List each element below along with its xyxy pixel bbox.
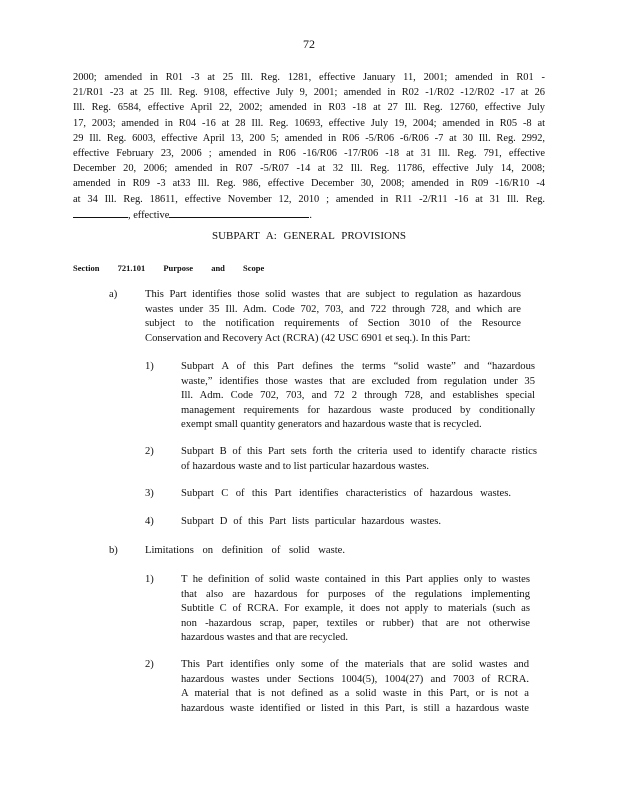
history-line: 29 Ill. Reg. 6003, effective April 13, 200 5; amended in R06 -5/R06 -6/R06 -7 at 30 Ill. Reg. 2992, [73,132,545,144]
subitem-a3-text [181,487,511,502]
paragraph-line: non -hazardous scrap, paper, textiles or rubber) that are not otherwise [181,617,530,629]
subitem-a2-text [181,445,537,474]
subitem-a4-text [181,515,441,530]
subitem-label: 1) [145,574,154,585]
history-line: 2000; amended in R01 -3 at 25 Ill. Reg. 1281, effective January 11, 2001; amended in R01 - [73,72,545,83]
history-effective-label: , effective [128,209,170,221]
paragraph-line: A material that is not defined as a solid waste in this Part, or is not a [181,688,529,700]
section-heading [73,263,280,273]
history-period: . [309,209,312,221]
section-label: Section [73,263,100,273]
history-line: at 34 Ill. Reg. 18611, effective November 12, 2010 ; amended in R11 -2/R11 -16 at 31 Ill. Reg. [73,193,545,205]
item-label-a: a) [109,289,118,300]
history-last-line [73,207,545,223]
section-title-word: Scope [243,263,265,273]
section-title-word: Purpose [163,263,194,273]
subitem-label: 2) [145,446,154,457]
paragraph-line: wastes under 35 Ill. Adm. Code 702, 703, and 722 through 728, and which are [145,303,521,315]
paragraph-line: Subpart C of this Part identifies characteristics of hazardous wastes. [181,488,511,499]
paragraph-line: of hazardous waste and to list particular hazardous wastes. [181,460,429,472]
paragraph-line: Ill. Adm. Code 702, 703, and 72 2 through 728, and establishes special [181,390,535,402]
subitem-b1-text [181,573,530,646]
paragraph-line: waste,” identifies those wastes that are excluded from regulation under 35 [181,375,535,387]
paragraph-line: This Part identifies only some of the materials that are solid wastes and [181,659,529,670]
blank-field [73,207,128,218]
paragraph-line: subject to the notification requirements of Section 3010 of the Resource [145,318,521,330]
paragraph-line: Subpart A of this Part defines the terms “solid waste” and “hazardous [181,361,535,372]
paragraph-line: hazardous waste identified or listed in this Part, is still a hazardous waste [181,702,529,714]
item-label-b: b) [109,545,118,556]
item-a-text [145,288,521,346]
history-line: 21/R01 -23 at 25 Ill. Reg. 9108, effective July 9, 2001; amended in R02 -1/R02 -12/R02 -17 at 26 [73,87,545,99]
history-line: December 20, 2006; amended in R07 -5/R07 -14 at 32 Ill. Reg. 11786, effective July 14, 2008; [73,163,545,175]
paragraph-line: Subpart B of this Part sets forth the criteria used to identify characte ristics [181,446,537,457]
paragraph-line: Subtitle C of RCRA. For example, it does not apply to materials (such as [181,603,530,615]
paragraph-line: This Part identifies those solid wastes that are subject to regulation as hazardous [145,289,521,300]
history-line: amended in R09 -3 at33 Ill. Reg. 986, effective December 30, 2008; amended in R09 -16/R10 -4 [73,178,545,190]
blank-rule [169,207,309,218]
paragraph-line: Subpart D of this Part lists particular hazardous wastes. [181,516,441,527]
paragraph-line: hazardous wastes under Sections 1004(5), 1004(27) and 7003 of RCRA. [181,673,529,685]
history-line: effective February 23, 2006 ; amended in R06 -16/R06 -17/R06 -18 at 31 Ill. Reg. 791, effective [73,148,545,160]
subitem-label: 4) [145,516,154,527]
paragraph-line: hazardous wastes and that are recycled. [181,632,349,644]
amendment-history [73,70,545,223]
paragraph-line: exempt small quantity generators and hazardous waste that is recycled. [181,419,482,431]
item-b-text [145,544,345,559]
history-line: Ill. Reg. 6584, effective April 22, 2002; amended in R03 -18 at 27 Ill. Reg. 12760, effective July [73,102,545,114]
paragraph-line: T he definition of solid waste contained in this Part applies only to wastes [181,574,530,585]
paragraph-line: that also are hazardous for purposes of the regulations implementing [181,588,530,600]
subitem-label: 3) [145,488,154,499]
history-line: 17, 2003; amended in R04 -16 at 28 Ill. Reg. 10693, effective July 19, 2004; amended in R05 -8 at [73,117,545,129]
page-number: 72 [303,37,315,51]
paragraph-line: management requirements for hazardous waste produced by conditionally [181,404,535,416]
subitem-label: 1) [145,361,154,372]
subitem-b2-text [181,658,529,716]
subitem-a1-text [181,360,535,433]
paragraph-line: Conservation and Recovery Act (RCRA) (42 USC 6901 et seq.). In this Part: [145,332,471,344]
paragraph-line: Limitations on definition of solid waste. [145,545,345,556]
section-title-word: and [211,263,225,273]
subitem-label: 2) [145,659,154,670]
subpart-heading: SUBPART A: GENERAL PROVISIONS [212,230,406,242]
section-number: 721.101 [117,263,146,273]
